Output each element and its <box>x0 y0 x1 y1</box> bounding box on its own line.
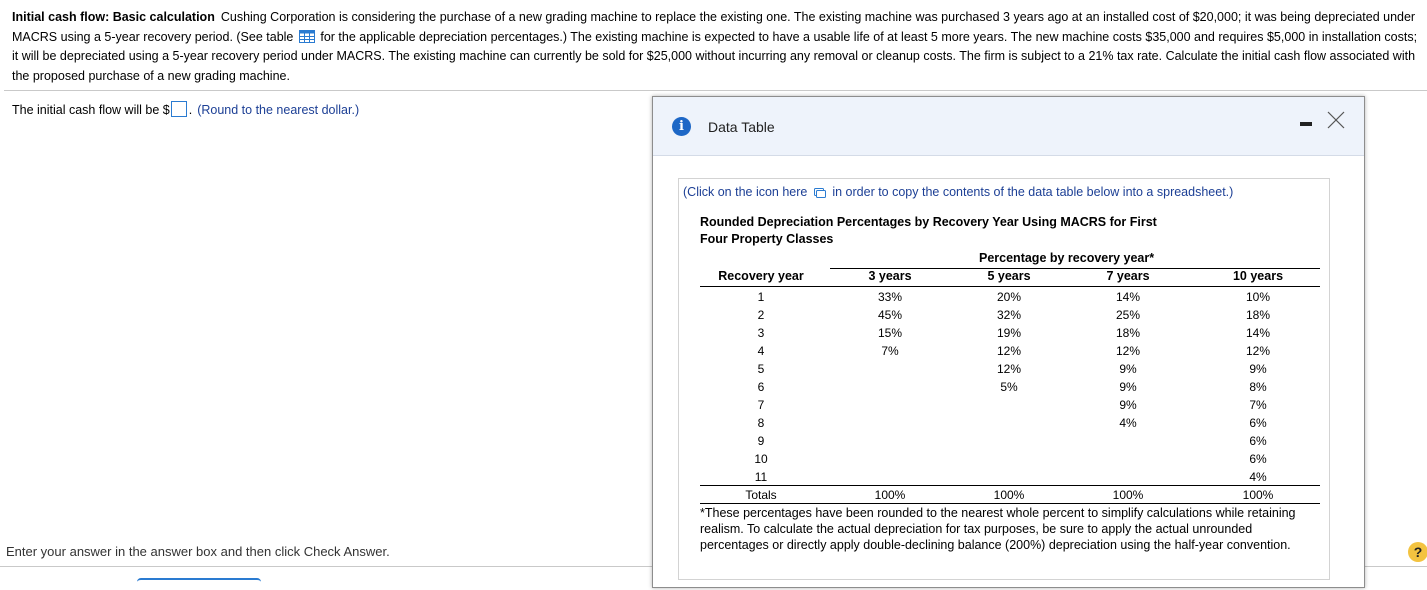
answer-prefix: The initial cash flow will be $ <box>12 103 170 117</box>
col-3-years: 3 years <box>868 269 912 283</box>
table-cell: 5% <box>1000 380 1018 394</box>
instruction-text: Enter your answer in the answer box and then click Check Answer. <box>6 544 390 559</box>
data-table-panel <box>678 178 1330 580</box>
table-title: Rounded Depreciation Percentages by Recovery Year Using MACRS for First Four Property Classes <box>700 215 1157 246</box>
close-icon[interactable] <box>1325 109 1347 131</box>
table-cell: 12% <box>996 344 1022 358</box>
dialog-header <box>653 97 1364 156</box>
table-cell: 2 <box>757 308 765 322</box>
data-table-dialog <box>652 96 1365 588</box>
answer-suffix: . <box>188 103 193 117</box>
table-cell: 7% <box>881 344 899 358</box>
table-cell: 12% <box>996 362 1022 376</box>
copy-text-after: in order to copy the contents of the data table below into a spreadsheet.) <box>832 185 1234 199</box>
table-cell: 10 <box>754 452 768 466</box>
table-cell: 14% <box>1115 290 1141 304</box>
table-cell: 6% <box>1249 434 1267 448</box>
divider <box>4 90 1427 91</box>
table-cell: 10% <box>1245 290 1271 304</box>
table-cell: 9% <box>1249 362 1267 376</box>
table-cell: 12% <box>1245 344 1271 358</box>
table-cell: 11 <box>754 470 768 484</box>
table-cell: 4 <box>757 344 765 358</box>
table-cell: 18% <box>1245 308 1271 322</box>
col-recovery-year: Recovery year <box>718 269 804 283</box>
help-icon[interactable]: ? <box>1408 542 1427 562</box>
table-cell: 4% <box>1249 470 1267 484</box>
dialog-title: Data Table <box>708 119 775 135</box>
table-cell: 8 <box>757 416 765 430</box>
minimize-icon[interactable] <box>1300 122 1312 126</box>
totals-cell: 100% <box>874 488 906 502</box>
table-icon[interactable] <box>299 30 315 43</box>
answer-hint: (Round to the nearest dollar.) <box>197 103 360 117</box>
table-footnote: *These percentages have been rounded to the nearest whole percent to simplify calculations while retaining realism. To calculate the actual depreciation for tax purposes, be sure to apply the actual unrounded percentages or directly apply double-declining balance (200%) depreciation using the half-year convention. <box>700 506 1296 552</box>
copy-icon[interactable] <box>814 187 826 198</box>
table-cell: 32% <box>996 308 1022 322</box>
header-rule <box>700 286 1320 287</box>
totals-rule <box>700 485 1320 486</box>
table-cell: 4% <box>1119 416 1137 430</box>
copy-text-before: (Click on the icon here <box>683 185 808 199</box>
col-10-years: 10 years <box>1232 269 1284 283</box>
table-cell: 9 <box>757 434 765 448</box>
table-cell: 1 <box>757 290 765 304</box>
table-cell: 8% <box>1249 380 1267 394</box>
table-cell: 9% <box>1119 398 1137 412</box>
percentage-header: Percentage by recovery year* <box>979 251 1155 265</box>
table-cell: 19% <box>996 326 1022 340</box>
table-cell: 6 <box>757 380 765 394</box>
table-cell: 7 <box>757 398 765 412</box>
col-7-years: 7 years <box>1106 269 1150 283</box>
table-cell: 14% <box>1245 326 1271 340</box>
table-cell: 12% <box>1115 344 1141 358</box>
table-cell: 5 <box>757 362 765 376</box>
table-cell: 15% <box>877 326 903 340</box>
totals-cell: 100% <box>1242 488 1274 502</box>
totals-rule <box>700 503 1320 504</box>
check-answer-button[interactable] <box>137 578 261 590</box>
table-cell: 7% <box>1249 398 1267 412</box>
table-cell: 6% <box>1249 452 1267 466</box>
answer-line <box>12 101 359 117</box>
totals-cell: 100% <box>1112 488 1144 502</box>
totals-label: Totals <box>745 488 777 502</box>
table-cell: 45% <box>877 308 903 322</box>
table-cell: 20% <box>996 290 1022 304</box>
table-cell: 6% <box>1249 416 1267 430</box>
copy-instruction <box>683 185 1233 199</box>
col-5-years: 5 years <box>987 269 1031 283</box>
table-cell: 33% <box>877 290 903 304</box>
totals-cell: 100% <box>993 488 1025 502</box>
table-cell: 9% <box>1119 362 1137 376</box>
table-cell: 18% <box>1115 326 1141 340</box>
table-cell: 25% <box>1115 308 1141 322</box>
info-icon: i <box>672 117 691 136</box>
answer-input[interactable] <box>171 101 187 117</box>
problem-text-part1: Cushing Corporation is considering the purchase of a new grading machine to replace the existing one. The existing machine was purchased 3 years ago at an installed cost of $20,000; it was being depreciated under MACRS using a 5-year recovery period. (See table <box>12 10 1416 44</box>
table-cell: 9% <box>1119 380 1137 394</box>
table-cell: 3 <box>757 326 765 340</box>
problem-title: Initial cash flow: Basic calculation <box>12 10 215 24</box>
problem-statement <box>12 8 1420 86</box>
problem-text-part2: for the applicable depreciation percentages.) The existing machine is expected to have a usable life of at least 5 more years. The new machine costs $35,000 and requires $5,000 in installation costs; it will be depreciated using a 5-year recovery period under MACRS. The existing machine can currently be sold for $25,000 without incurring any removal or cleanup costs. The firm is subject to a 21% tax rate. Calculate the initial cash flow associated with the proposed purchase of a new grading machine. <box>12 29 1418 83</box>
